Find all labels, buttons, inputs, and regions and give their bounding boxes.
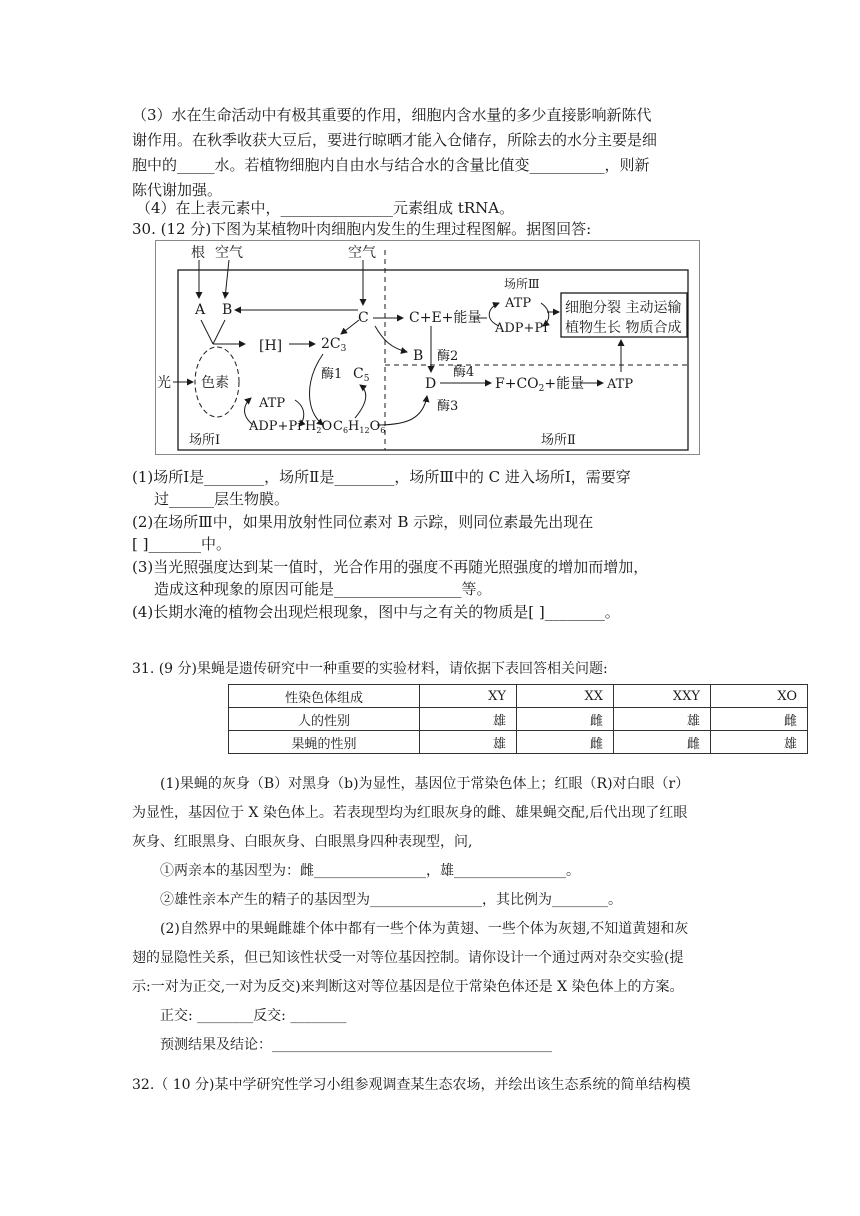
- label-enzyme3: 酶3: [437, 399, 459, 414]
- q29-part3-line4: 陈代谢加强。: [132, 181, 223, 199]
- label-h2o: $H_2O$: [305, 419, 333, 435]
- table-cell: 雄: [614, 708, 711, 731]
- arrow-c-2c3: [341, 320, 359, 334]
- q31-intro: 31. (9 分)果蝇是遗传研究中一种重要的实验材料，请依据下表回答相关问题:: [132, 661, 608, 677]
- table-cell: 人的性别: [229, 708, 420, 731]
- label-adp-right: ADP+Pi: [495, 321, 548, 336]
- arrow-glucose-d: [377, 396, 427, 425]
- table-cell: XX: [517, 685, 614, 708]
- cycle-right: [355, 385, 366, 418]
- q29-part4: （4）在上表元素中，_______________元素组成 tRNA。: [136, 199, 515, 217]
- label-2C3: $2C_3$: [321, 336, 347, 354]
- label-B-right: B: [413, 348, 424, 364]
- arrow-c-b: [375, 326, 407, 352]
- q31-p1d: ①两亲本的基因型为：雌________________，雄________________。: [160, 863, 580, 879]
- q30-sub1a: (1)场所Ⅰ是________，场所Ⅱ是________，场所Ⅲ中的 C 进入场所Ⅰ，需要穿: [132, 468, 631, 486]
- q30-sub1b: 过______层生物膜。: [154, 490, 290, 508]
- q31-p2e: 预测结果及结论：________________________________________: [160, 1037, 552, 1053]
- label-air-left: 空气: [215, 245, 243, 261]
- label-D: D: [425, 376, 437, 392]
- table-cell: 雌: [517, 708, 614, 731]
- label-A: A: [195, 302, 206, 318]
- label-box-line2: 植物生长 物质合成: [565, 320, 682, 336]
- table-row: [229, 685, 808, 708]
- q30-sub3a: (3)当光照强度达到某一值时，光合作用的强度不再随光照强度的增加而增加，: [132, 558, 649, 576]
- label-H: [H]: [259, 338, 283, 354]
- label-site3: 场所Ⅲ: [504, 277, 540, 291]
- table-cell: 果蝇的性别: [229, 731, 420, 754]
- label-atp-left: ATP: [259, 396, 286, 411]
- table-cell: 雌: [711, 708, 808, 731]
- label-atp-right: ATP: [505, 296, 532, 311]
- line-b-pigment: [213, 320, 225, 344]
- q29-part3-line2: 谢作用。在秋季收获大豆后，要进行晾晒才能入仓储存，所除去的水分主要是细: [132, 131, 658, 149]
- q31-p1c: 灰身、红眼黑身、白眼灰身、白眼黑身四种表现型，问,: [132, 834, 473, 850]
- label-C5: $C_5$: [353, 366, 370, 384]
- table-row: [229, 731, 808, 754]
- q30-sub2a: (2)在场所Ⅲ中，如果用放射性同位素对 B 示踪，则同位素最先出现在: [132, 513, 594, 531]
- table-cell: 雌: [517, 731, 614, 754]
- label-atp-bottom: ATP: [607, 377, 634, 392]
- label-light: 光: [157, 375, 171, 391]
- table-cell: 雌: [614, 731, 711, 754]
- cycle-left: [310, 354, 324, 425]
- table-cell: XXY: [614, 685, 711, 708]
- table-cell: XY: [420, 685, 517, 708]
- q31-p1e: ②雄性亲本产生的精子的基因型为________________，其比例为________。: [160, 892, 622, 908]
- label-air-top: 空气: [348, 245, 376, 261]
- label-C: C: [358, 310, 369, 326]
- label-F-co2: $F+CO_2+$能量: [495, 376, 585, 394]
- label-CE-energy: C+E+能量: [409, 310, 482, 326]
- arrow-air-b: [225, 260, 229, 298]
- q29-part3-line1: （3）水在生命活动中有极其重要的作用，细胞内含水量的多少直接影响新陈代: [132, 106, 652, 124]
- label-enzyme4: 酶4: [453, 365, 475, 380]
- q32-intro: 32.（ 10 分)某中学研究性学习小组参观调查某生态农场，并绘出该生态系统的简单结构模: [132, 1077, 691, 1093]
- table-cell: 雄: [420, 731, 517, 754]
- table-row: [229, 708, 808, 731]
- table-cell: 雄: [420, 708, 517, 731]
- q31-p2d: 正交: ________反交: ________: [160, 1008, 347, 1024]
- q30-sub2b: [ ]_______中。: [132, 535, 231, 553]
- label-site2: 场所Ⅱ: [541, 433, 576, 448]
- label-pigment: 色素: [201, 375, 229, 391]
- photosynthesis-respiration-diagram: [155, 240, 700, 455]
- table-cell: 性染色体组成: [229, 685, 420, 708]
- label-glucose: $C_6H_{12}O_6$: [333, 419, 386, 435]
- label-adp-left: ADP+Pi: [249, 419, 302, 434]
- q31-p1b: 为显性，基因位于 X 染色体上。若表现型均为红眼灰身的雌、雄果蝇交配,后代出现了红眼: [132, 805, 688, 821]
- q31-p2b: 翅的显隐性关系，但已知该性状受一对等位基因控制。请你设计一个通过两对杂交实验(提: [132, 950, 684, 966]
- q30-intro: 30. (12 分)下图为某植物叶肉细胞内发生的生理过程图解。据图回答:: [132, 220, 592, 238]
- q31-p2c: 示:一对为正交,一对为反交)来判断这对等位基因是位于常染色体还是 X 染色体上的方案。: [132, 979, 684, 995]
- q29-part3-line3: 胞中的_____水。若植物细胞内自由水与结合水的含量比值变__________，则新: [132, 156, 650, 174]
- table-cell: 雄: [711, 731, 808, 754]
- q30-sub4: (4)长期水淹的植物会出现烂根现象，图中与之有关的物质是[ ]________。: [132, 603, 620, 621]
- label-site1: 场所Ⅰ: [189, 433, 221, 448]
- q30-sub3b: 造成这种现象的原因可能是_________________等。: [154, 580, 492, 598]
- table-cell: XO: [711, 685, 808, 708]
- label-root: 根: [191, 245, 205, 261]
- q31-p1a: (1)果蝇的灰身（B）对黑身（b)为显性，基因位于常染色体上；红眼（R)对白眼（r）: [160, 776, 690, 792]
- label-B-left: B: [222, 302, 233, 318]
- line-a-pigment: [201, 320, 213, 344]
- label-enzyme2: 酶2: [437, 349, 459, 364]
- sex-chromosome-table: [228, 684, 808, 754]
- label-enzyme1: 酶1: [321, 367, 343, 382]
- label-box-line1: 细胞分裂 主动运输: [565, 300, 682, 316]
- q31-p2a: (2)自然界中的果蝇雌雄个体中都有一些个体为黄翅、一些个体为灰翅,不知道黄翅和灰: [160, 921, 689, 937]
- diagram-frame: [156, 241, 700, 455]
